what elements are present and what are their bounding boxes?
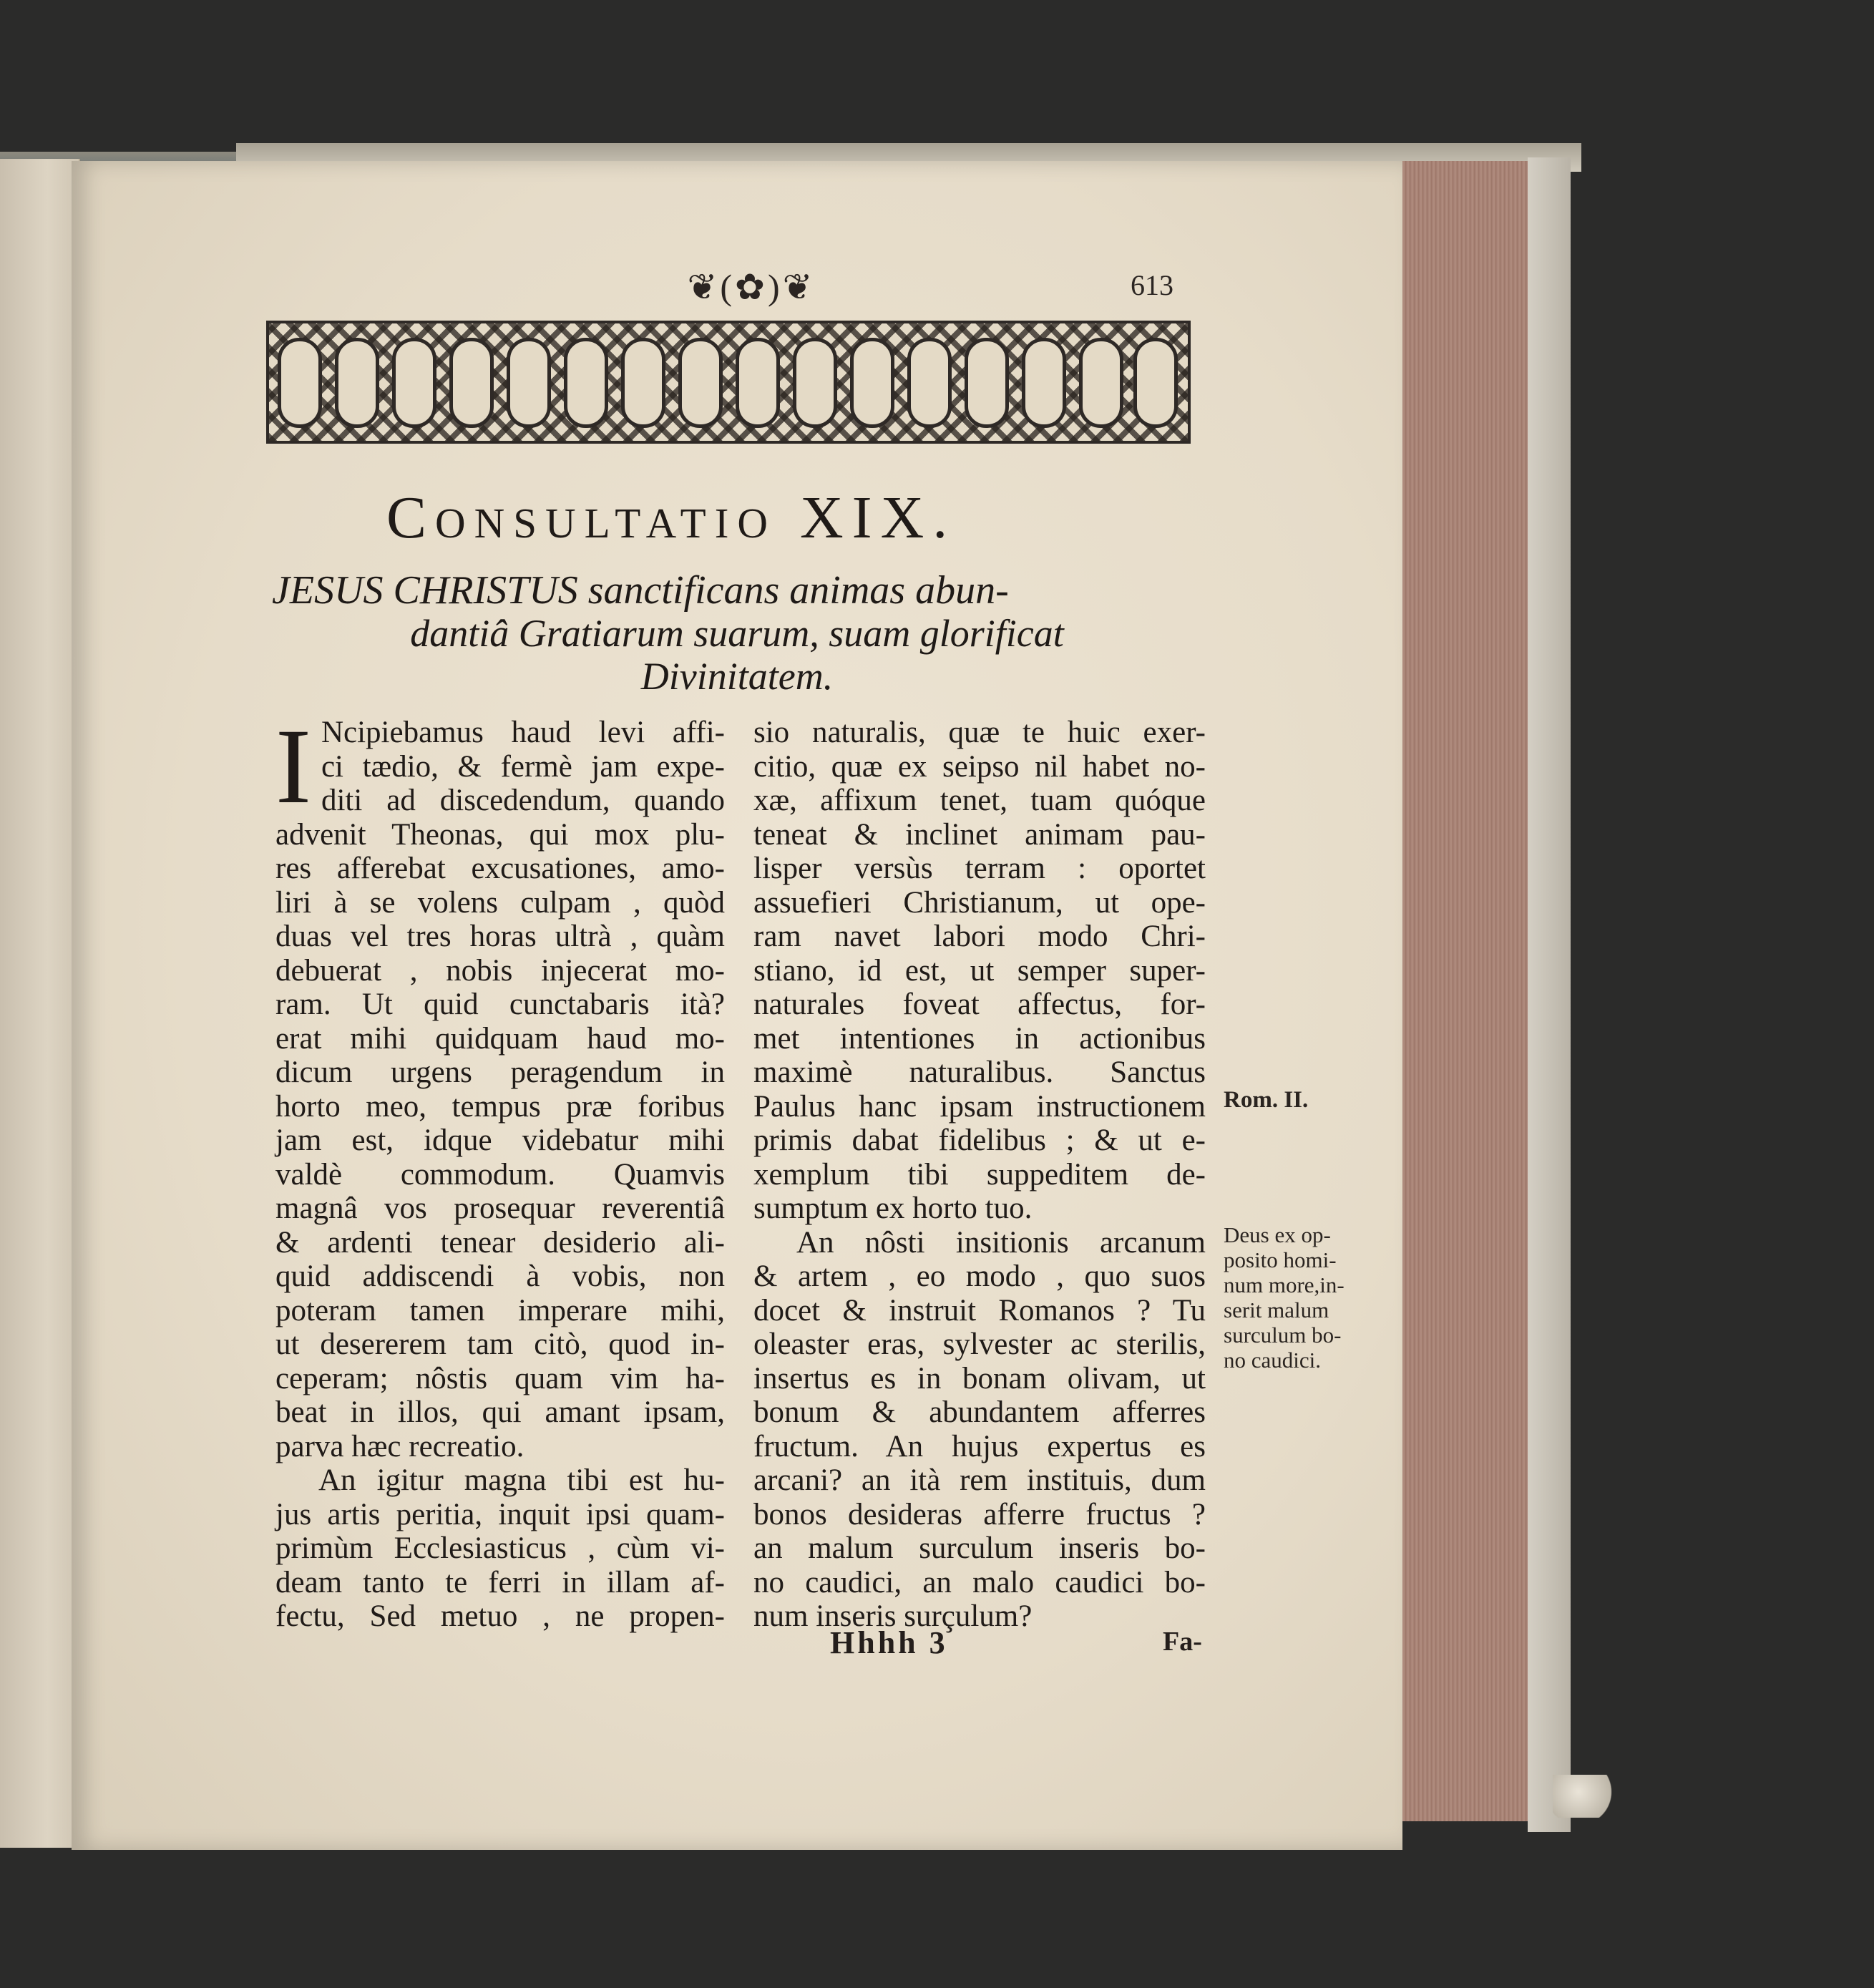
headpiece-motif <box>1022 338 1066 428</box>
text-line: & artem , eo modo , quo suos <box>753 1259 1206 1293</box>
headpiece-motif <box>1133 338 1178 428</box>
headpiece-motif <box>564 338 608 428</box>
text-line: bonos desideras afferre fructus ? <box>753 1497 1206 1531</box>
left-text-column <box>275 707 725 1634</box>
headpiece-motif <box>850 338 894 428</box>
text-line: stiano, id est, ut semper super- <box>753 953 1206 988</box>
previous-page-edge <box>0 159 80 1848</box>
decorative-headpiece-band <box>266 321 1191 444</box>
headpiece-motif <box>907 338 952 428</box>
text-line: sio naturalis, quæ te huic exer- <box>753 716 1206 749</box>
text-line: maximè naturalibus. Sanctus <box>753 1056 1206 1089</box>
headpiece-motif <box>449 338 494 428</box>
headpiece-motif <box>678 338 723 428</box>
text-line: Ncipiebamus haud levi affi- <box>321 716 725 749</box>
torn-paper-fragment <box>1553 1775 1617 1818</box>
back-cover-board <box>1528 157 1571 1832</box>
running-head-ornament: ❦(✿)❦ <box>687 267 816 307</box>
headpiece-motif <box>1079 338 1123 428</box>
catchword: Fa- <box>1163 1627 1202 1657</box>
text-line: quid addiscendi à vobis, non <box>275 1259 725 1293</box>
text-line: advenit Theonas, qui mox plu- <box>275 817 725 852</box>
text-line: poteram tamen imperare mihi, <box>275 1293 725 1327</box>
text-line: num inseris surçulum? <box>753 1599 1033 1633</box>
text-line: ram navet labori modo Chri- <box>753 920 1206 953</box>
text-line: teneat & inclinet animam pau- <box>753 817 1206 852</box>
text-line: res afferebat excusationes, amo- <box>275 852 725 885</box>
text-line: An nôsti insitionis arcanum <box>796 1225 1206 1259</box>
margin-note-line: num more,in- <box>1224 1272 1345 1297</box>
subtitle-line: Divinitatem. <box>640 655 834 698</box>
text-line: An igitur magna tibi est hu- <box>318 1463 725 1497</box>
signature-mark: Hhhh 3 <box>830 1625 948 1660</box>
text-line: insertus es in bonam olivam, ut <box>753 1361 1206 1395</box>
text-line: deam tanto te ferri in illam af- <box>275 1565 725 1599</box>
text-line: met intentiones in actionibus <box>753 1021 1206 1056</box>
headpiece-motif <box>793 338 837 428</box>
text-line: valdè commodum. Quamvis <box>275 1157 725 1192</box>
text-line: an malum surculum inseris bo- <box>753 1531 1206 1565</box>
text-line: ram. Ut quid cunctabaris ità? <box>275 988 725 1021</box>
text-line: jus artis peritia, inquit ipsi quam- <box>275 1497 725 1531</box>
text-line: horto meo, tempus præ foribus <box>275 1089 725 1124</box>
margin-note-line: posito homi- <box>1224 1247 1337 1272</box>
text-line: ut desererem tam citò, quod in- <box>275 1327 725 1361</box>
margin-reference: Rom. II. <box>1224 1087 1309 1113</box>
text-line: erat mihi quidquam haud mo- <box>275 1021 725 1056</box>
headpiece-motif <box>507 338 551 428</box>
text-line: docet & instruit Romanos ? Tu <box>753 1293 1206 1327</box>
drop-cap: I <box>275 707 311 826</box>
margin-note-line: no caudici. <box>1224 1348 1322 1373</box>
headpiece-motif <box>621 338 665 428</box>
page-block-fore-edge <box>1395 161 1533 1821</box>
text-line: bonum & abundantem afferres <box>753 1395 1206 1429</box>
text-line: parva hæc recreatio. <box>275 1429 524 1463</box>
text-line: dicum urgens peragendum in <box>275 1056 725 1089</box>
text-line: beat in illos, qui amant ipsam, <box>275 1395 725 1429</box>
text-line: oleaster eras, sylvester ac sterilis, <box>753 1327 1206 1361</box>
text-line: fructum. An hujus expertus es <box>753 1429 1206 1463</box>
text-line: ci tædio, & fermè jam expe- <box>321 749 725 784</box>
headpiece-motif <box>392 338 436 428</box>
text-line: assuefieri Christianum, ut ope- <box>753 885 1206 920</box>
chapter-subtitle <box>272 569 1202 698</box>
headpiece-motif <box>736 338 780 428</box>
chapter-title: Consultatio XIX. <box>386 484 957 551</box>
text-line: xæ, affixum tenet, tuam quóque <box>753 784 1206 817</box>
headpiece-motif <box>965 338 1009 428</box>
text-line: citio, quæ ex seipso nil habet no- <box>753 749 1206 784</box>
text-line: primis dabat fidelibus ; & ut e- <box>753 1124 1206 1157</box>
margin-note <box>1224 1222 1367 1373</box>
text-line: Paulus hanc ipsam instructionem <box>753 1089 1206 1124</box>
subtitle-line: JESUS CHRISTUS sanctificans animas abun- <box>272 568 1009 613</box>
text-line: primùm Ecclesiasticus , cùm vi- <box>275 1531 725 1565</box>
text-line: & ardenti tenear desiderio ali- <box>275 1225 725 1259</box>
text-line: fectu, Sed metuo , ne propen- <box>275 1599 725 1633</box>
text-line: arcani? an ità rem instituis, dum <box>753 1463 1206 1497</box>
text-line: jam est, idque videbatur mihi <box>275 1124 725 1157</box>
page-number: 613 <box>1131 269 1173 301</box>
text-line: no caudici, an malo caudici bo- <box>753 1565 1206 1599</box>
text-line: liri à se volens culpam , quòd <box>275 885 725 920</box>
margin-note-line: serit malum <box>1224 1297 1329 1322</box>
text-line: duas vel tres horas ultrà , quàm <box>275 920 725 953</box>
margin-note-line: surculum bo- <box>1224 1322 1342 1348</box>
text-line: debuerat , nobis injecerat mo- <box>275 953 725 988</box>
text-line: magnâ vos prosequar reverentiâ <box>275 1192 725 1225</box>
headpiece-motif <box>335 338 379 428</box>
text-line: xemplum tibi suppeditem de- <box>753 1157 1206 1192</box>
text-line: naturales foveat affectus, for- <box>753 988 1206 1021</box>
text-line: sumptum ex horto tuo. <box>753 1192 1033 1225</box>
headpiece-motif <box>278 338 322 428</box>
right-text-column <box>753 716 1206 1634</box>
subtitle-line: dantiâ Gratiarum suarum, suam glorificat <box>410 612 1064 655</box>
margin-note-line: Deus ex op- <box>1224 1222 1331 1247</box>
text-line: diti ad discedendum, quando <box>321 784 725 817</box>
text-line: lisper versùs terram : oportet <box>753 852 1206 885</box>
text-line: ceperam; nôstis quam vim ha- <box>275 1361 725 1395</box>
